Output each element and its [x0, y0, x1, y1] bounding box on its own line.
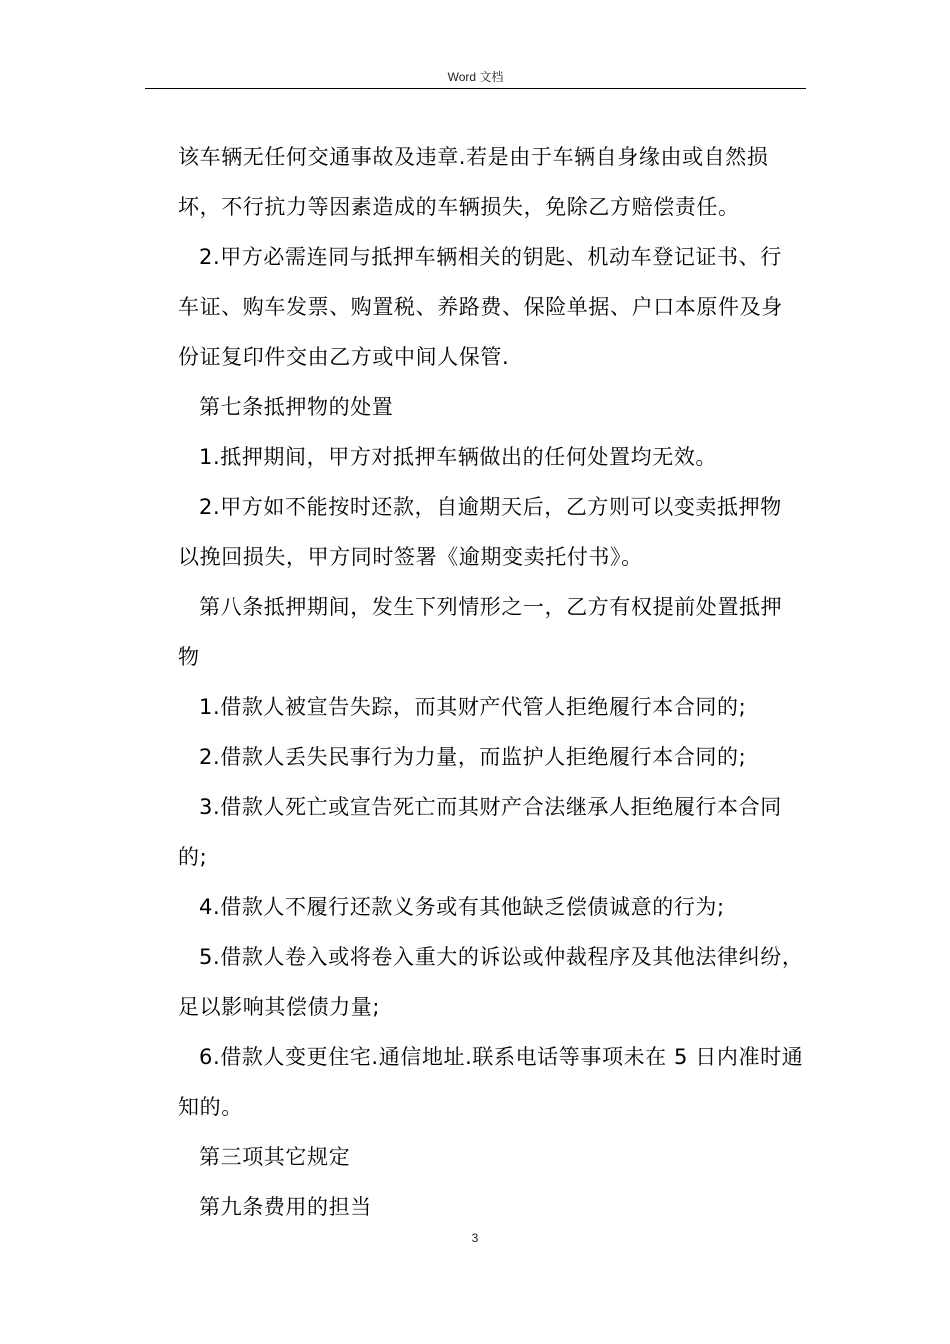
document-body [178, 132, 808, 1232]
list-item [178, 882, 808, 932]
text-line: 第九条费用的担当 [199, 1195, 372, 1219]
section-heading [178, 582, 808, 682]
list-item [178, 782, 808, 882]
text-line: 3.借款人死亡或宣告死亡而其财产合法继承人拒绝履行本合同 [199, 795, 782, 819]
paragraph [178, 232, 808, 382]
text-line: 6.借款人变更住宅.通信地址.联系电话等事项未在 5 日内准时通 [199, 1045, 804, 1069]
text-line: 知的。 [178, 1095, 243, 1119]
text-line: 该车辆无任何交通事故及违章.若是由于车辆自身缘由或自然损 [178, 145, 769, 169]
text-line: 车证、购车发票、购置税、养路费、保险单据、户口本原件及身 [178, 295, 783, 319]
paragraph [178, 482, 808, 582]
text-line: 第七条抵押物的处置 [199, 395, 394, 419]
paragraph [178, 132, 808, 232]
paragraph [178, 432, 808, 482]
text-line: 2.借款人丢失民事行为力量，而监护人拒绝履行本合同的; [199, 745, 747, 769]
text-line: 5.借款人卷入或将卷入重大的诉讼或仲裁程序及其他法律纠纷， [199, 945, 804, 969]
text-line: 足以影响其偿债力量; [178, 995, 381, 1019]
text-line: 的; [178, 845, 208, 869]
section-heading [178, 1182, 808, 1232]
text-line: 2.甲方如不能按时还款，自逾期天后，乙方则可以变卖抵押物 [199, 495, 782, 519]
list-item [178, 932, 808, 1032]
header-title: Word 文档 [447, 70, 504, 84]
page-number: 3 [471, 1231, 479, 1245]
text-line: 份证复印件交由乙方或中间人保管. [178, 345, 510, 369]
text-line: 坏，不行抗力等因素造成的车辆损失，免除乙方赔偿责任。 [178, 195, 740, 219]
text-line: 4.借款人不履行还款义务或有其他缺乏偿债诚意的行为; [199, 895, 725, 919]
section-heading [178, 1132, 808, 1182]
list-item [178, 732, 808, 782]
text-line: 物 [178, 645, 200, 669]
text-line: 第三项其它规定 [199, 1145, 351, 1169]
text-line: 1.借款人被宣告失踪，而其财产代管人拒绝履行本合同的; [199, 695, 747, 719]
page-header [145, 64, 806, 89]
text-line: 1.抵押期间，甲方对抵押车辆做出的任何处置均无效。 [199, 445, 718, 469]
text-line: 以挽回损失，甲方同时签署《逾期变卖托付书》。 [178, 545, 643, 569]
text-line: 2.甲方必需连同与抵押车辆相关的钥匙、机动车登记证书、行 [199, 245, 782, 269]
list-item [178, 682, 808, 732]
text-line: 第八条抵押期间，发生下列情形之一，乙方有权提前处置抵押 [199, 595, 783, 619]
section-heading [178, 382, 808, 432]
list-item [178, 1032, 808, 1132]
